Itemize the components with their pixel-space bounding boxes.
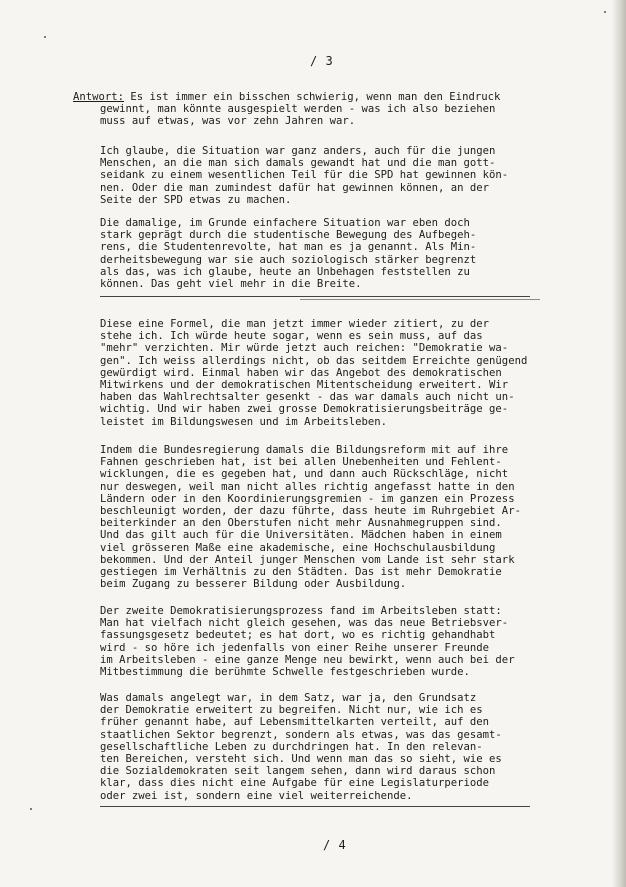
text-line: rens, die Studentenrevolte, hat man es ja genannt. Als Min- xyxy=(100,241,477,254)
text-line: stehe ich. Ich würde heute sogar, wenn es sein muss, auf das xyxy=(100,330,483,343)
page-number-bottom: / 4 xyxy=(323,838,347,852)
text-line: viel grösseren Maße eine akademische, eine Hochschulausbildung xyxy=(100,541,496,554)
text-paragraph xyxy=(100,444,555,590)
text-line: gewürdigt wird. Einmal haben wir das Angebot des demokratischen xyxy=(100,366,502,379)
text-line: Und das gilt auch für die Universitäten. Mädchen haben in einem xyxy=(100,529,502,542)
scan-speck xyxy=(30,808,32,810)
text-line: oder zwei ist, sondern eine viel weiterreichende. xyxy=(100,789,413,802)
text-line: Ländern oder in den Koordinierungsgremien - im ganzen ein Prozess xyxy=(100,492,515,505)
text-line: als das, was ich glaube, heute an Unbehagen feststellen zu xyxy=(100,265,470,278)
hand-underline xyxy=(100,806,530,807)
text-line: stark geprägt durch die studentische Bewegung des Aufbegeh- xyxy=(100,229,477,242)
text-line: Ich glaube, die Situation war ganz anders, auch für die jungen xyxy=(100,145,496,157)
text-line: gen". Ich weiss allerdings nicht, ob das seitdem Erreichte genügend xyxy=(100,354,528,367)
text-line: wicklungen, die es gegeben hat, und dann auch Rückschläge, nicht xyxy=(100,468,509,481)
text-line: wird - so höre ich jedenfalls von einer Reihe unserer Freunde xyxy=(100,641,490,654)
text-line: Mitbestimmung die berühmte Schwelle festgeschrieben wurde. xyxy=(100,666,470,679)
text-paragraph xyxy=(100,692,555,802)
text-paragraph xyxy=(100,145,555,206)
text-line: "mehr" verzichten. Mir würde jetzt auch reichen: "Demokratie wa- xyxy=(100,342,509,355)
text-paragraph xyxy=(100,605,555,678)
text-line: beim Zugang zu besserer Bildung oder Ausbildung. xyxy=(100,578,407,591)
text-line: gewinnt, man könnte ausgespielt werden - was ich also beziehen xyxy=(100,103,496,116)
scan-speck xyxy=(44,36,46,38)
text-line: können. Das geht viel mehr in die Breite. xyxy=(100,278,362,291)
text-line: Seite der SPD etwas zu machen. xyxy=(100,193,292,206)
text-line: der Demokratie erweitert zu begreifen. Nicht nur, wie ich es xyxy=(100,704,483,717)
text-line: Menschen, an die man sich damals gewandt hat und die man gott- xyxy=(100,157,496,170)
text-line: Mitwirkens und der demokratischen Mitentscheidung erweitert. Wir xyxy=(100,379,509,392)
page-edge-shadow xyxy=(612,0,626,887)
hand-underline xyxy=(100,296,530,297)
text-line: gesellschaftliche Leben zu durchdringen hat. In den relevan- xyxy=(100,740,483,753)
text-line: im Arbeitsleben - eine ganze Menge neu bewirkt, wenn auch bei der xyxy=(100,653,515,666)
text-line: Antwort: Es ist immer ein bisschen schwierig, wenn man den Eindruck xyxy=(73,91,501,103)
text-line: Was damals angelegt war, in dem Satz, war ja, den Grundsatz xyxy=(100,692,477,704)
answer-label: Antwort: xyxy=(73,91,125,103)
hand-underline xyxy=(300,299,540,300)
text-line: leistet im Bildungswesen und im Arbeitsleben. xyxy=(100,415,388,428)
text-line: klar, dass dies nicht eine Aufgabe für eine Legislaturperiode xyxy=(100,777,490,790)
text-line: beiterkinder an den Oberstufen nicht mehr Ausnahmegruppen sind. xyxy=(100,517,502,530)
text-line: gestiegen im Verhältnis zu den Städten. Das ist mehr Demokratie xyxy=(100,566,502,579)
text-line: Der zweite Demokratisierungsprozess fand im Arbeitsleben statt: xyxy=(100,605,502,617)
page-number-top: / 3 xyxy=(310,54,334,68)
text-paragraph xyxy=(100,318,555,428)
text-line: bekommen. Und der Anteil junger Menschen vom Lande ist sehr stark xyxy=(100,553,515,566)
scan-speck xyxy=(604,11,606,13)
text-line: wichtig. Und wir haben zwei grosse Demokratisierungsbeiträge ge- xyxy=(100,403,509,416)
text-line: beschleunigt worden, der dazu führte, dass heute im Ruhrgebiet Ar- xyxy=(100,505,521,518)
text-line: haben das Wahlrechtsalter gesenkt - das war damals auch nicht un- xyxy=(100,391,515,404)
text-line: früher genannt habe, auf Lebensmittelkarten verteilt, auf den xyxy=(100,716,490,729)
text-line: Die damalige, im Grunde einfachere Situation war eben doch xyxy=(100,217,470,229)
text-line: ten Bereichen, versteht sich. Und wenn man das so sieht, wie es xyxy=(100,753,502,766)
text-line: die Sozialdemokraten seit langem sehen, dann wird daraus schon xyxy=(100,765,496,778)
text-line: seidank zu einem wesentlichen Teil für die SPD hat gewinnen kön- xyxy=(100,169,509,182)
text-paragraph xyxy=(100,217,555,290)
text-line: muss auf etwas, was vor zehn Jahren war. xyxy=(100,115,356,128)
text-line: staatlichen Sektor begrenzt, sondern als etwas, was das gesamt- xyxy=(100,728,502,741)
text-line: Indem die Bundesregierung damals die Bildungsreform mit auf ihre xyxy=(100,444,509,456)
text-line: derheitsbewegung war sie auch soziologisch stärker begrenzt xyxy=(100,253,477,266)
text-line: nur deswegen, weil man nicht alles richtig angefasst hatte in den xyxy=(100,480,515,493)
text-line: fassungsgesetz bedeutet; es hat dort, wo es richtig gehandhabt xyxy=(100,629,496,642)
answer-paragraph xyxy=(73,91,555,128)
text-line: nen. Oder die man zumindest dafür hat gewinnen können, an der xyxy=(100,181,490,194)
text-line: Man hat vielfach nicht gleich gesehen, was das neue Betriebsver- xyxy=(100,617,509,630)
text-line: Diese eine Formel, die man jetzt immer wieder zitiert, zu der xyxy=(100,318,490,330)
text-line: Fahnen geschrieben hat, ist bei allen Unebenheiten und Fehlent- xyxy=(100,456,502,469)
